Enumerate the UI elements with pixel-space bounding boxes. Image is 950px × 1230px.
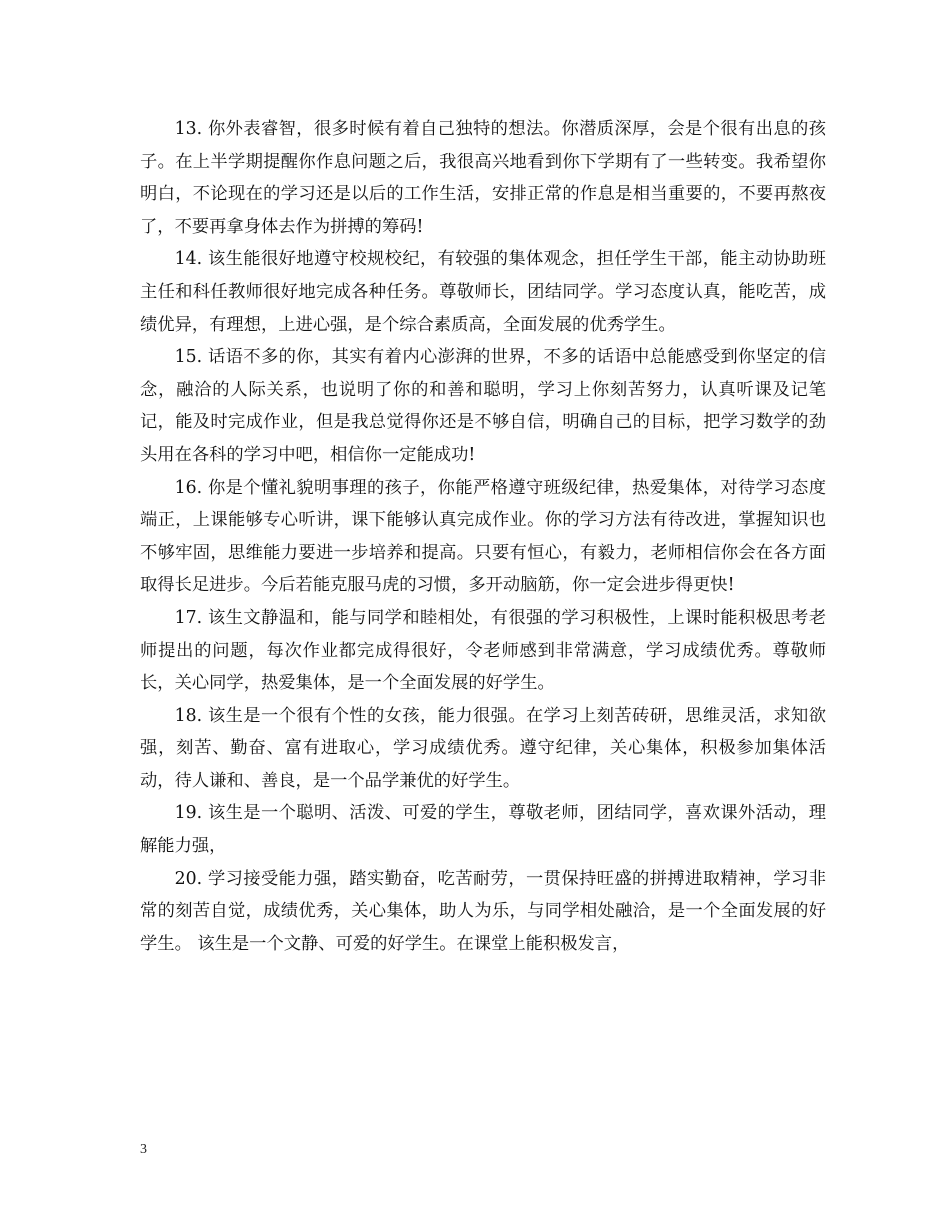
paragraph-13: 13. 你外表睿智，很多时候有着自己独特的想法。你潜质深厚，会是个很有出息的孩子。在上半学期提醒你作息问题之后，我很高兴地看到你下学期有了一些转变。我希望你明白，不论现在的学习还是以后的工作生活，安排正常的作息是相当重要的，不要再熬夜了，不要再拿身体去作为拼搏的筹码! — [140, 119, 826, 237]
paragraph-18: 18. 该生是一个很有个性的女孩，能力很强。在学习上刻苦砖研，思维灵活，求知欲强，刻苦、勤奋、富有进取心，学习成绩优秀。遵守纪律，关心集体，积极参加集体活动，待人谦和、善良，是一个品学兼优的好学生。 — [140, 705, 826, 791]
paragraph-16: 16. 你是个懂礼貌明事理的孩子，你能严格遵守班级纪律，热爱集体，对待学习态度端正，上课能够专心听讲，课下能够认真完成作业。你的学习方法有待改进，掌握知识也不够牢固，思维能力要进一步培养和提高。只要有恒心，有毅力，老师相信你会在各方面取得长足进步。今后若能克服马虎的习惯，多开动脑筋，你一定会进步得更快! — [140, 477, 826, 596]
page-number: 3 — [140, 1142, 147, 1157]
document-body — [140, 113, 826, 960]
paragraph-17: 17. 该生文静温和，能与同学和睦相处，有很强的学习积极性，上课时能积极思考老师提出的问题，每次作业都完成得很好，令老师感到非常满意，学习成绩优秀。尊敬师长，关心同学，热爱集体，是一个全面发展的好学生。 — [140, 607, 826, 694]
paragraph-15: 15. 话语不多的你，其实有着内心澎湃的世界，不多的话语中总能感受到你坚定的信念，融洽的人际关系，也说明了你的和善和聪明，学习上你刻苦努力，认真听课及记笔记，能及时完成作业，但是我总觉得你还是不够自信，明确自己的目标，把学习数学的劲头用在各科的学习中吧，相信你一定能成功! — [140, 347, 826, 465]
paragraph-19: 19. 该生是一个聪明、活泼、可爱的学生，尊敬老师，团结同学，喜欢课外活动，理解能力强， — [140, 803, 826, 857]
paragraph-20: 20. 学习接受能力强，踏实勤奋，吃苦耐劳，一贯保持旺盛的拼搏进取精神，学习非常的刻苦自觉，成绩优秀，关心集体，助人为乐，与同学相处融洽，是一个全面发展的好学生。 该生是一个文静、可爱的好学生。在课堂上能积极发言， — [140, 868, 826, 954]
paragraph-14: 14. 该生能很好地遵守校规校纪，有较强的集体观念，担任学生干部，能主动协助班主任和科任教师很好地完成各种任务。尊敬师长，团结同学。学习态度认真，能吃苦，成绩优异，有理想，上进心强，是个综合素质高，全面发展的优秀学生。 — [140, 249, 826, 335]
